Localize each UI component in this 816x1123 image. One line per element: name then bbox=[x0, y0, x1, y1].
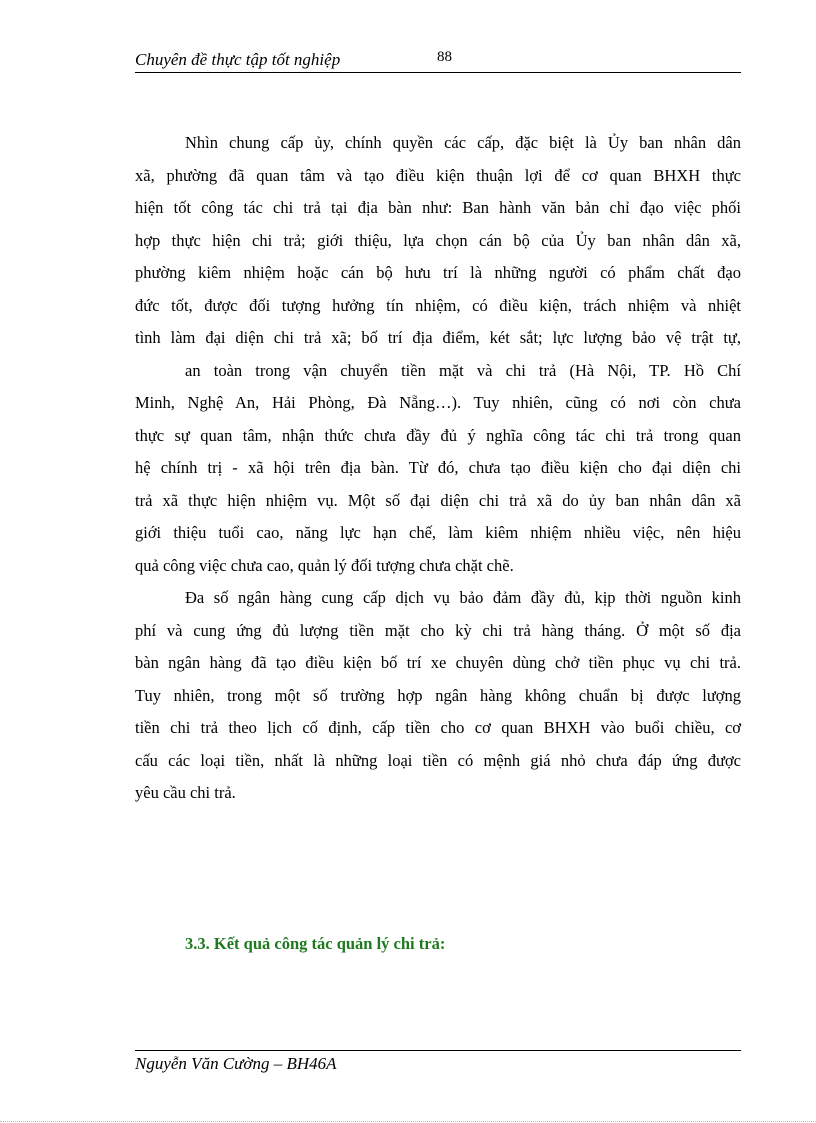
page-header bbox=[135, 48, 741, 73]
text-line: đức tốt, được đối tượng hưởng tín nhiệm, có điều kiện, trách nhiệm và nhiệt bbox=[135, 295, 741, 315]
text-line: Tuy nhiên, trong một số trường hợp ngân hàng không chuẩn bị được lượng bbox=[135, 685, 741, 705]
text-line: tình làm đại diện chi trả xã; bố trí địa điểm, két sắt; lực lượng bảo vệ trật tự, bbox=[135, 328, 741, 347]
footer-author: Nguyễn Văn Cường – BH46A bbox=[135, 1054, 337, 1073]
text-line: cấu các loại tiền, nhất là những loại tiền có mệnh giá nhỏ chưa đáp ứng được bbox=[135, 750, 741, 770]
text-line: hợp thực hiện chi trả; giới thiệu, lựa chọn cán bộ của Ủy ban nhân dân xã, bbox=[135, 230, 741, 250]
header-title: Chuyên đề thực tập tốt nghiệp bbox=[135, 50, 341, 69]
text-line: tiền chi trả theo lịch cố định, cấp tiền cho cơ quan BHXH vào buổi chiều, cơ bbox=[135, 718, 741, 737]
text-line: hiện tốt công tác chi trả tại địa bàn như: Ban hành văn bản chỉ đạo việc phối bbox=[135, 198, 741, 217]
text-line: an toàn trong vận chuyển tiền mặt và chi trả (Hà Nội, TP. Hồ Chí bbox=[185, 360, 741, 380]
page-edge-divider bbox=[0, 1121, 816, 1122]
text-line: quả công việc chưa cao, quản lý đối tượng chưa chặt chẽ. bbox=[135, 555, 514, 575]
text-line: yêu cầu chi trả. bbox=[135, 783, 236, 802]
text-line: hệ chính trị - xã hội trên địa bàn. Từ đó, chưa tạo điều kiện cho đại diện chi bbox=[135, 458, 741, 477]
text-line: giới thiệu tuổi cao, năng lực hạn chế, làm kiêm nhiệm nhiều việc, nên hiệu bbox=[135, 523, 741, 542]
text-line: phường kiêm nhiệm hoặc cán bộ hưu trí là những người có phẩm chất đạo bbox=[135, 263, 741, 282]
text-line: thực sự quan tâm, nhận thức chưa đầy đủ ý nghĩa công tác chi trả trong quan bbox=[135, 425, 741, 445]
text-line: phí và cung ứng đủ lượng tiền mặt cho kỳ chi trả hàng tháng. Ở một số địa bbox=[135, 620, 741, 640]
page-number: 88 bbox=[437, 49, 452, 65]
text-line: trả xã thực hiện nhiệm vụ. Một số đại diện chi trả xã do ủy ban nhân dân xã bbox=[135, 490, 741, 510]
text-line: bàn ngân hàng đã tạo điều kiện bố trí xe chuyên dùng chở tiền phục vụ chi trả. bbox=[135, 653, 741, 672]
body-text bbox=[135, 127, 741, 810]
text-line: Nhìn chung cấp ủy, chính quyền các cấp, đặc biệt là Ủy ban nhân dân bbox=[185, 133, 741, 152]
text-line: xã, phường đã quan tâm và tạo điều kiện thuận lợi để cơ quan BHXH thực bbox=[135, 165, 741, 185]
footer-divider bbox=[135, 1050, 741, 1051]
section-heading: 3.3. Kết quả công tác quản lý chi trả: bbox=[185, 934, 446, 953]
text-line: Đa số ngân hàng cung cấp dịch vụ bảo đảm đầy đủ, kịp thời nguồn kinh bbox=[185, 588, 741, 607]
text-line: Minh, Nghệ An, Hải Phòng, Đà Nẵng…). Tuy nhiên, cũng có nơi còn chưa bbox=[135, 393, 741, 412]
